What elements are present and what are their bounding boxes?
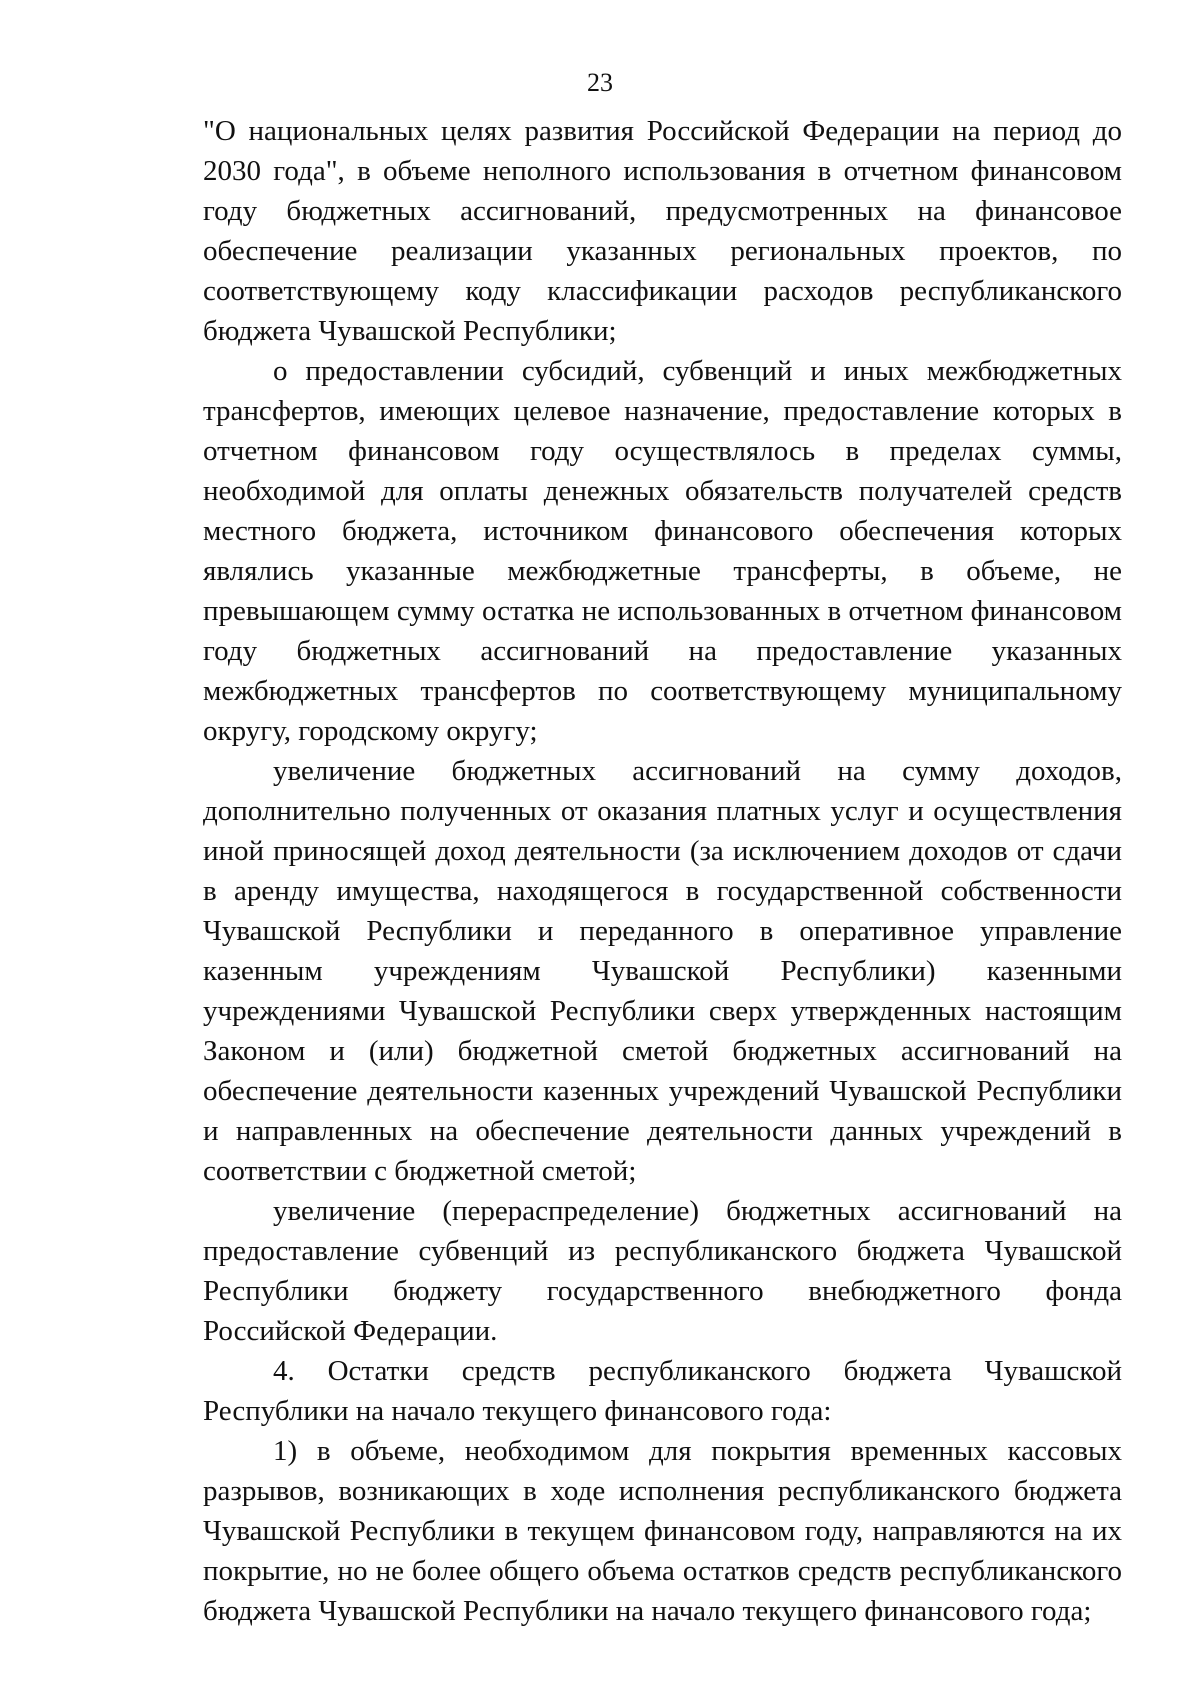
paragraph-4: увеличение (перераспределение) бюджетных ассигнований на предоставление субвенций из республиканского бюджета Чувашской Республики бюджету государственного внебюджетного фонда Российской Федерации. — [203, 1195, 1122, 1347]
paragraph-1: "О национальных целях развития Российской Федерации на период до 2030 года", в объеме неполного использования в отчетном финансовом году бюджетных ассигнований, предусмотренных на финансовое обеспечение реализации указанных региональных проектов, по соответствующему коду классификации расходов республиканского бюджета Чувашской Республики; — [203, 115, 1122, 347]
page-number: 23 — [587, 68, 613, 97]
paragraph-2: о предоставлении субсидий, субвенций и иных межбюджетных трансфертов, имеющих целевое назначение, предоставление которых в отчетном финансовом году осуществлялось в пределах суммы, необходимой для оплаты денежных обязательств получателей средств местного бюджета, источником финансового обеспечения которых являлись указанные межбюджетные трансферты, в объеме, не превышающем сумму остатка не использованных в отчетном финансовом году бюджетных ассигнований на предоставление указанных межбюджетных трансфертов по соответствующему муниципальному округу, городскому округу; — [203, 355, 1122, 747]
paragraph-3: увеличение бюджетных ассигнований на сумму доходов, дополнительно полученных от оказания платных услуг и осуществления иной приносящей доход деятельности (за исключением доходов от сдачи в аренду имущества, находящегося в государственной собственности Чувашской Республики и переданного в оперативное управление казенным учреждениям Чувашской Республики) казенными учреждениями Чувашской Республики сверх утвержденных настоящим Законом и (или) бюджетной сметой бюджетных ассигнований на обеспечение деятельности казенных учреждений Чувашской Республики и направленных на обеспечение деятельности данных учреждений в соответствии с бюджетной сметой; — [203, 755, 1122, 1187]
paragraph-6: 1) в объеме, необходимом для покрытия временных кассовых разрывов, возникающих в ходе исполнения республиканского бюджета Чувашской Республики в текущем финансовом году, направляются на их покрытие, но не более общего объема остатков средств республиканского бюджета Чувашской Республики на начало текущего финансового года; — [203, 1435, 1122, 1627]
document-body — [203, 111, 1122, 1631]
paragraph-5: 4. Остатки средств республиканского бюджета Чувашской Республики на начало текущего финансового года: — [203, 1355, 1122, 1427]
